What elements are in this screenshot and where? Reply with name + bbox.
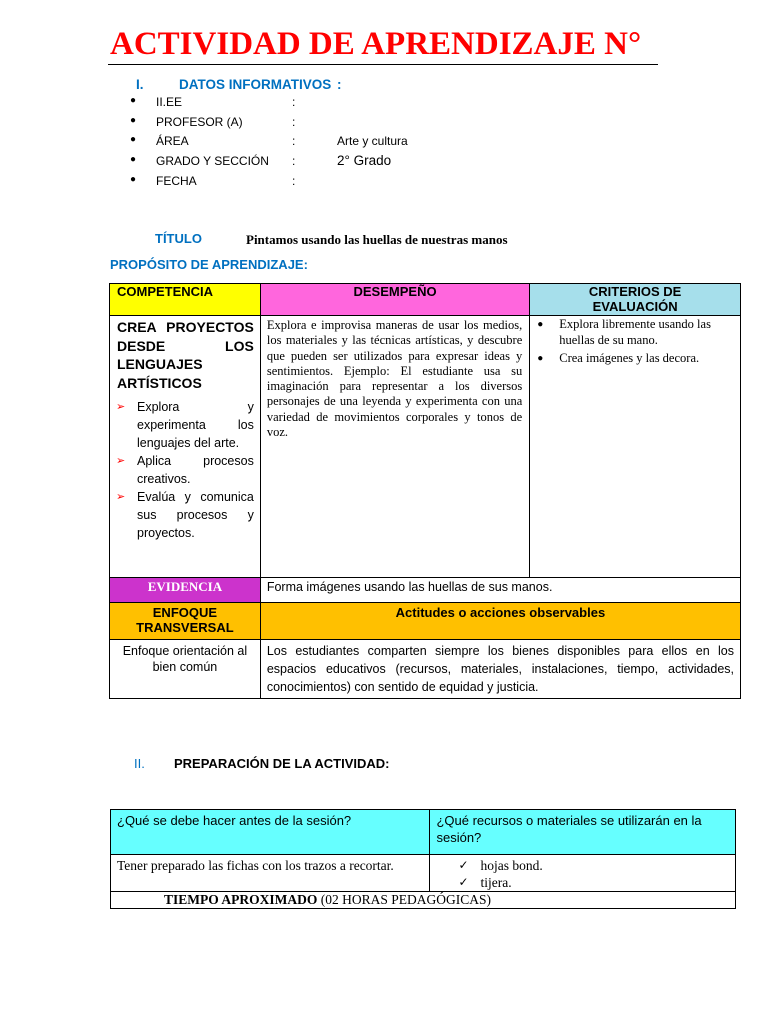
title-underline <box>108 64 658 65</box>
before-session-text: Tener preparado las fichas con los trazos a recortar. <box>111 855 430 892</box>
titulo-value: Pintamos usando las huellas de nuestras manos <box>246 232 508 247</box>
list-item <box>458 857 735 874</box>
section2-number: II. <box>134 756 145 771</box>
competencia-line: LENGUAJES <box>117 356 203 372</box>
competencia-line: CREA PROYECTOS <box>117 319 254 335</box>
info-label: GRADO Y SECCIÓN <box>156 154 269 168</box>
page-title: ACTIVIDAD DE APRENDIZAJE N° <box>110 26 642 62</box>
section2-title: PREPARACIÓN DE LA ACTIVIDAD: <box>174 756 390 771</box>
info-row-area <box>130 134 460 152</box>
desempeno-cell: Explora e improvisa maneras de usar los medios, los materiales y las técnicas artísticas, y descubre que pueden ser utilizados para expresar ideas y sentimientos. Ejemplo: El estudiante usa su imaginación para representar a los diversos personajes de una leyenda y experimenta con una variedad de movimientos corporales y tonos de voz. <box>260 316 529 578</box>
learning-table <box>109 283 741 699</box>
info-value: Arte y cultura <box>337 134 408 148</box>
info-label: II.EE <box>156 95 183 109</box>
info-row-iiee <box>130 95 460 113</box>
evidencia-label: EVIDENCIA <box>110 578 261 603</box>
info-label: PROFESOR (A) <box>156 115 243 129</box>
competencia-title <box>110 316 260 392</box>
preparation-table <box>110 809 736 909</box>
bullet-icon: ● <box>130 115 137 126</box>
enfoque-value: Enfoque orientación al bien común <box>110 640 261 699</box>
info-row-fecha <box>130 174 460 192</box>
proposito-label: PROPÓSITO DE APRENDIZAJE: <box>110 257 308 272</box>
info-value: 2° Grado <box>337 153 392 168</box>
bullet-icon: ● <box>130 154 137 165</box>
criterios-header: CRITERIOS DE EVALUACIÓN <box>530 284 741 316</box>
info-colon: : <box>292 115 296 129</box>
info-colon: : <box>292 154 296 168</box>
materials-cell <box>430 855 736 892</box>
materials-list <box>430 857 735 891</box>
competencia-cell <box>110 316 261 578</box>
info-label: ÁREA <box>156 134 189 148</box>
arrow-icon: ➢ <box>116 455 126 467</box>
info-colon: : <box>292 95 296 109</box>
before-session-header: ¿Qué se debe hacer antes de la sesión? <box>111 810 430 855</box>
info-row-profesor <box>130 115 460 133</box>
arrow-icon: ➢ <box>116 491 126 503</box>
bullet-icon: ● <box>130 95 137 106</box>
tiempo-label: TIEMPO APROXIMADO <box>164 892 318 907</box>
bullet-icon: ● <box>537 319 544 330</box>
info-colon: : <box>292 174 296 188</box>
info-label: FECHA <box>156 174 197 188</box>
material-text: hojas bond. <box>480 858 543 873</box>
criterios-cell <box>530 316 741 578</box>
section1-title: DATOS INFORMATIVOS <box>179 77 332 92</box>
tiempo-value: (02 HORAS PEDAGÓGICAS) <box>317 892 492 907</box>
evidencia-text: Forma imágenes usando las huellas de sus manos. <box>260 578 740 603</box>
info-colon: : <box>292 134 296 148</box>
check-icon: ✓ <box>458 858 469 872</box>
section1-number: I. <box>136 77 144 92</box>
check-icon: ✓ <box>458 875 469 889</box>
bullet-icon: ● <box>537 353 544 364</box>
capacidad-text: Evalúa y comunica sus procesos y proyectos. <box>137 490 254 540</box>
list-item <box>537 351 734 367</box>
actitudes-header: Actitudes o acciones observables <box>260 603 740 640</box>
actitudes-text: Los estudiantes comparten siempre los bienes disponibles para ellos en los espacios educativos (recursos, materiales, instalaciones, tiempo, actividades, conocimientos) con sentido de equidad y justicia. <box>260 640 740 699</box>
tiempo-row <box>111 892 736 909</box>
desempeno-header: DESEMPEÑO <box>260 284 529 316</box>
list-item <box>116 398 254 452</box>
material-text: tijera. <box>480 875 512 890</box>
section1-colon: : <box>337 77 342 92</box>
bullet-icon: ● <box>130 174 137 185</box>
capacidad-text: Aplica procesos creativos. <box>137 454 254 486</box>
info-row-grado <box>130 154 460 172</box>
materials-header: ¿Qué recursos o materiales se utilizarán en la sesión? <box>430 810 736 855</box>
criterio-text: Crea imágenes y las decora. <box>559 351 700 365</box>
arrow-icon: ➢ <box>116 401 126 413</box>
criterio-text: Explora libremente usando las huellas de su mano. <box>559 317 711 347</box>
bullet-icon: ● <box>130 134 137 145</box>
titulo-label: TÍTULO <box>155 231 202 246</box>
competencia-line: ARTÍSTICOS <box>117 374 202 391</box>
capacidad-text: Explora y experimenta los lenguajes del arte. <box>137 400 254 450</box>
enfoque-header: ENFOQUE TRANSVERSAL <box>110 603 261 640</box>
capacidades-list <box>110 398 260 542</box>
list-item <box>458 874 735 891</box>
list-item <box>116 452 254 488</box>
competencia-line: DESDE LOS <box>117 337 254 354</box>
competencia-header: COMPETENCIA <box>110 284 261 316</box>
list-item <box>537 317 734 348</box>
criterios-list <box>530 317 740 367</box>
list-item <box>116 488 254 542</box>
